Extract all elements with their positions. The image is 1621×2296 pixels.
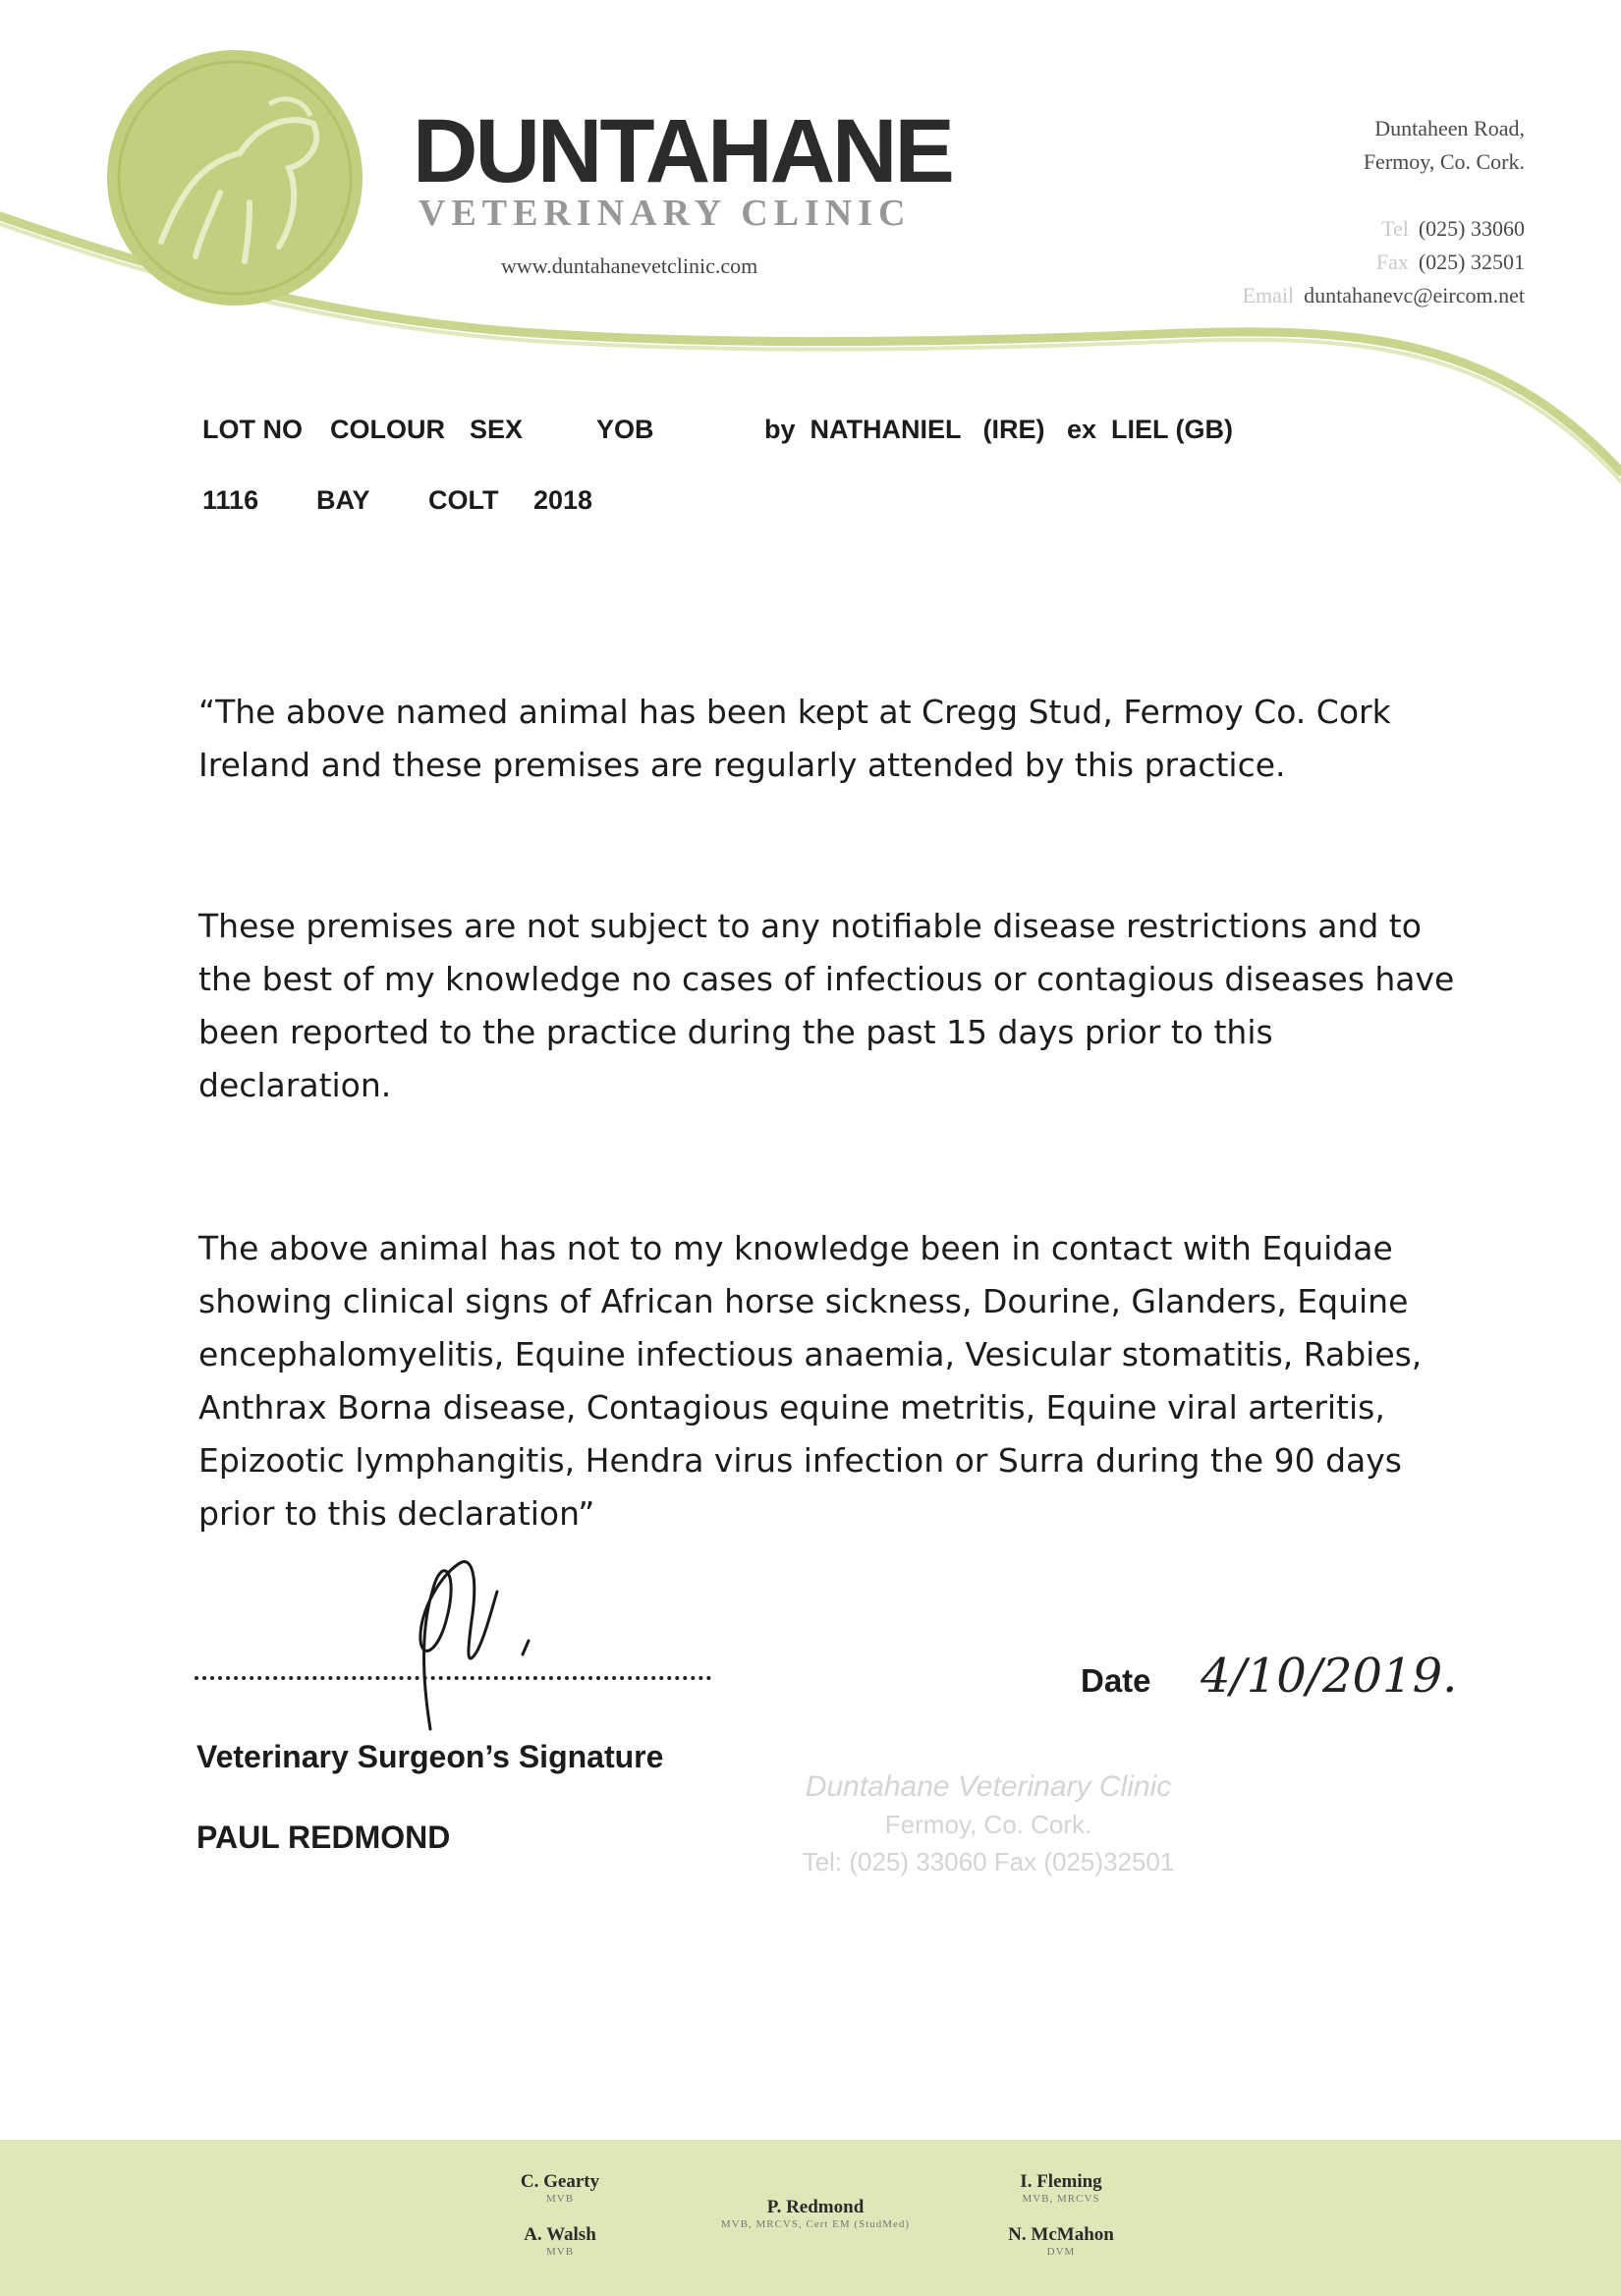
paragraph-line: prior to this declaration” (198, 1494, 595, 1533)
telephone (1381, 216, 1525, 242)
paragraph-line: declaration. (198, 1066, 392, 1104)
vet-qualification: DVM (1046, 2246, 1076, 2258)
email-value[interactable]: duntahanevc@eircom.net (1304, 283, 1525, 308)
paragraph-line: Anthrax Borna disease, Contagious equine metritis, Equine viral arteritis, (198, 1388, 1385, 1427)
vet-entry (481, 2224, 639, 2258)
vet-entry (481, 2171, 639, 2205)
paragraph-line: Epizootic lymphangitis, Hendra virus infection or Surra during the 90 days (198, 1441, 1402, 1480)
vet-name: A. Walsh (524, 2224, 596, 2245)
date-label: Date (1081, 1662, 1151, 1699)
vet-entry (707, 2197, 923, 2230)
header-colour: COLOUR (330, 415, 445, 444)
date-value: 4/10/2019. (1201, 1649, 1458, 1704)
fax-value: (025) 32501 (1418, 250, 1525, 274)
address-line-2: Fermoy, Co. Cork. (1363, 149, 1525, 174)
header-yob: YOB (596, 415, 654, 444)
horse-logo-icon (102, 45, 367, 310)
surgeon-name: PAUL REDMOND (196, 1820, 451, 1855)
pedigree: by NATHANIEL (IRE) ex LIEL (GB) (764, 415, 1234, 444)
paragraph-line: the best of my knowledge no cases of infectious or contagious diseases have (198, 960, 1455, 998)
value-sex: COLT (428, 485, 499, 515)
handwritten-signature (383, 1533, 560, 1749)
tel-value: (025) 33060 (1418, 216, 1525, 241)
fax (1376, 250, 1525, 275)
paragraph-1 (198, 686, 1476, 792)
vet-qualification: MVB (545, 2246, 575, 2258)
paragraph-2 (198, 900, 1476, 1112)
email (1243, 283, 1525, 308)
vet-qualification: MVB, MRCVS, Cert EM (StudMed) (720, 2218, 911, 2230)
vet-name: C. Gearty (520, 2171, 600, 2192)
vet-entry (982, 2224, 1140, 2258)
paragraph-line: “The above named animal has been kept at Cregg Stud, Fermoy Co. Cork (198, 693, 1391, 731)
value-colour: BAY (316, 485, 370, 515)
email-label: Email (1242, 283, 1295, 308)
paragraph-line: These premises are not subject to any notifiable disease restrictions and to (198, 907, 1422, 945)
paragraph-3 (198, 1222, 1476, 1540)
paragraph-line: showing clinical signs of African horse sickness, Dourine, Glanders, Equine (198, 1282, 1409, 1320)
vet-name: N. McMahon (1008, 2224, 1114, 2245)
vet-name: P. Redmond (766, 2197, 865, 2217)
vet-qualification: MVB, MRCVS (1022, 2193, 1100, 2205)
header-sex: SEX (470, 415, 524, 444)
clinic-name: DUNTAHANE (413, 101, 952, 201)
tel-label: Tel (1381, 216, 1409, 241)
paragraph-line: been reported to the practice during the past 15 days prior to this (198, 1013, 1273, 1051)
value-yob: 2018 (533, 485, 593, 515)
paragraph-line: encephalomyelitis, Equine infectious anaemia, Vesicular stomatitis, Rabies, (198, 1335, 1423, 1373)
fax-label: Fax (1375, 250, 1409, 274)
signature-label: Veterinary Surgeon’s Signature (196, 1739, 664, 1774)
header-lot-no: LOT NO (202, 415, 303, 444)
paragraph-line: The above animal has not to my knowledge been in contact with Equidae (198, 1229, 1393, 1267)
clinic-stamp (782, 1768, 1195, 1880)
clinic-logo (102, 45, 367, 310)
stamp-line-3: Tel: (025) 33060 Fax (025)32501 (802, 1847, 1175, 1876)
paragraph-line: Ireland and these premises are regularly attended by this practice. (198, 746, 1286, 784)
clinic-subtitle: VETERINARY CLINIC (419, 193, 912, 234)
value-lot-no: 1116 (202, 485, 259, 515)
vet-name: I. Fleming (1020, 2171, 1102, 2192)
clinic-website[interactable]: www.duntahanevetclinic.com (501, 253, 758, 278)
vet-qualification: MVB (545, 2193, 575, 2205)
vet-entry (982, 2171, 1140, 2205)
stamp-line-1: Duntahane Veterinary Clinic (805, 1770, 1172, 1803)
address-line-1: Duntaheen Road, (1374, 116, 1525, 140)
stamp-line-2: Fermoy, Co. Cork. (884, 1810, 1092, 1839)
